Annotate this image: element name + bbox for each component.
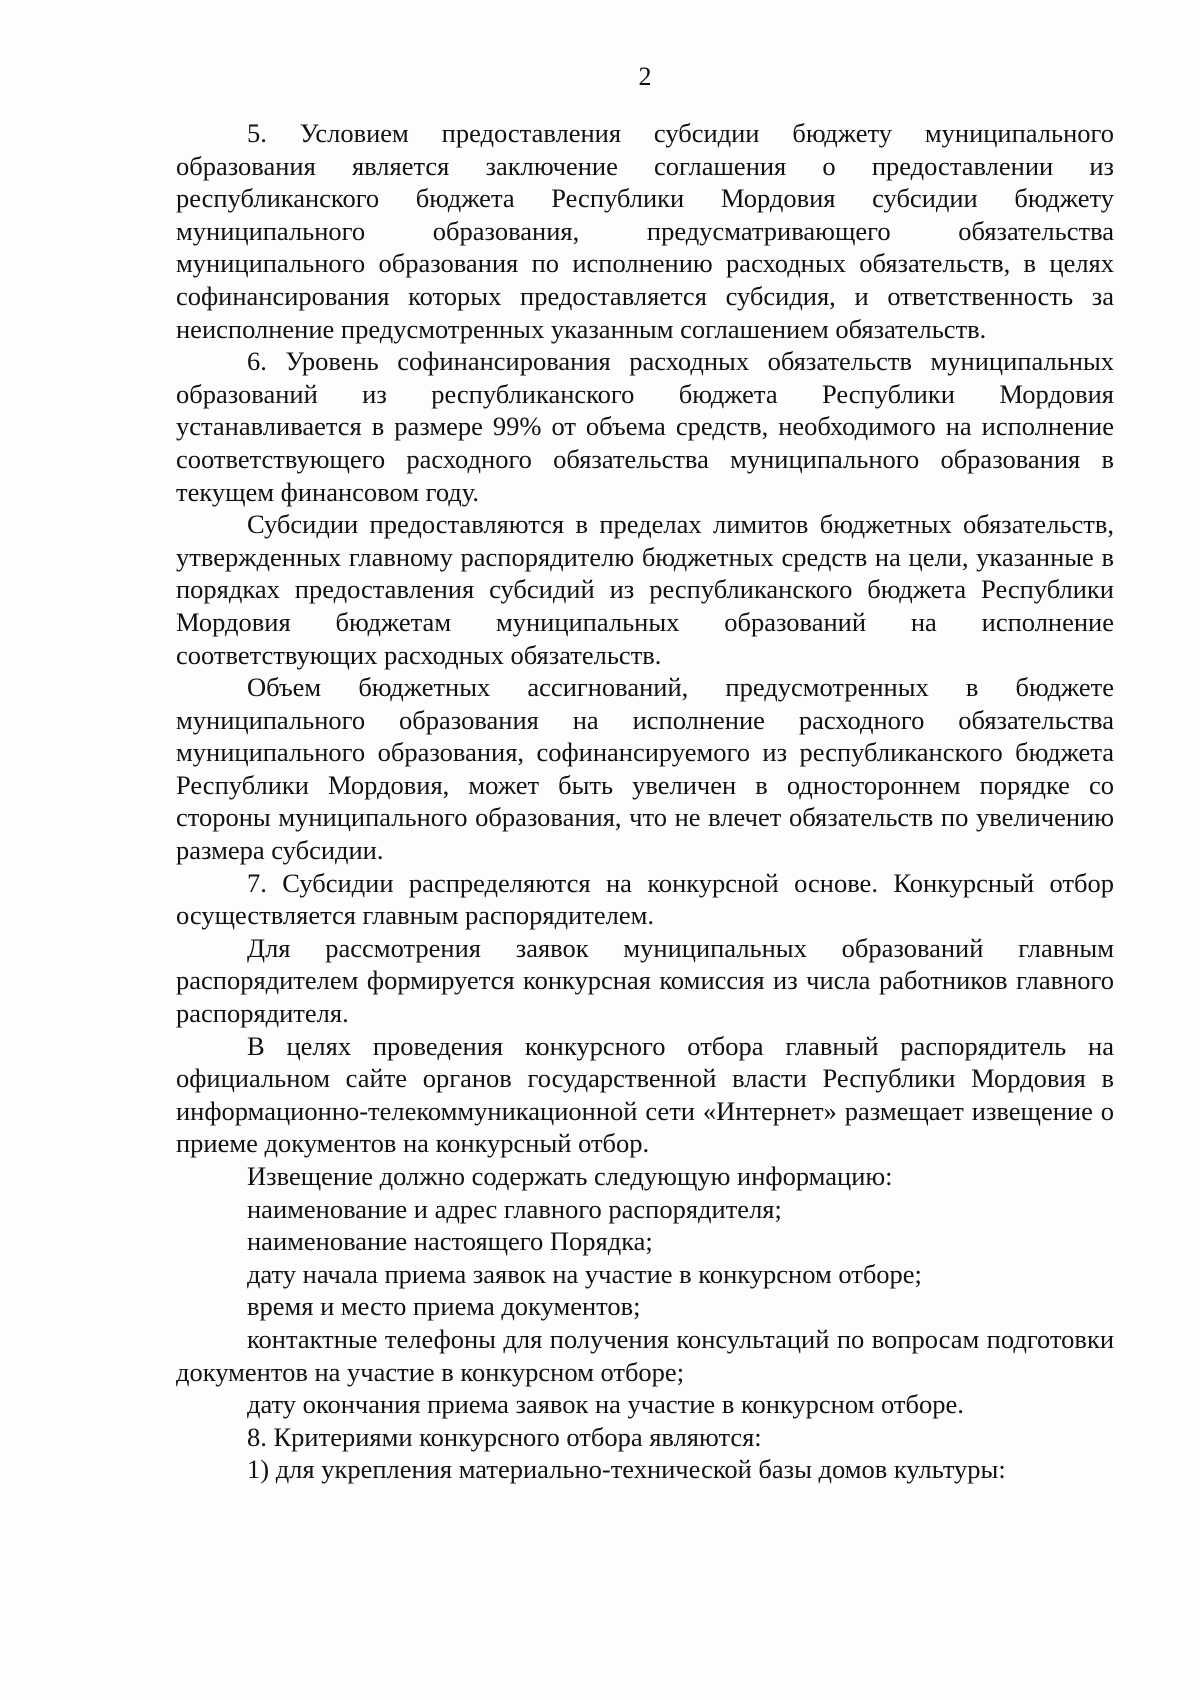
paragraph-budget-allocations: Объем бюджетных ассигнований, предусмотренных в бюджете муниципального образования на исполнение расходного обязательства муниципального образования, софинансируемого из республиканского бюджета Республики Мордовия, может быть увеличен в одностороннем порядке со стороны муниципального образования, что не влечет обязательств по увеличению размера субсидии.	[176, 672, 1114, 866]
paragraph-7-competition: 7. Субсидии распределяются на конкурсной основе. Конкурсный отбор осуществляется главным распорядителем.	[176, 867, 1114, 931]
paragraph-commission: Для рассмотрения заявок муниципальных образований главным распорядителем формируется конкурсная комиссия из числа работников главного распорядителя.	[176, 932, 1114, 1029]
paragraph-8-criteria: 8. Критериями конкурсного отбора являются:	[247, 1421, 762, 1452]
paragraph-notice-publication: В целях проведения конкурсного отбора главный распорядитель на официальном сайте органов государственной власти Республики Мордовия в информационно-телекоммуникационной сети «Интернет» размещает извещение о приеме документов на конкурсный отбор.	[176, 1030, 1114, 1159]
list-item-end-date: дату окончания приема заявок на участие в конкурсном отборе.	[247, 1389, 964, 1420]
paragraph-6-cofinancing-level: 6. Уровень софинансирования расходных обязательств муниципальных образований из республиканского бюджета Республики Мордовия устанавливается в размере 99% от объема средств, необходимого на исполнение соответствующего расходного обязательства муниципального образования в текущем финансовом году.	[176, 346, 1114, 507]
list-item-procedure-name: наименование настоящего Порядка;	[247, 1226, 653, 1257]
paragraph-subsidy-limits: Субсидии предоставляются в пределах лимитов бюджетных обязательств, утвержденных главному распорядителю бюджетных средств на цели, указанные в порядках предоставления субсидий из республиканского бюджета Республики Мордовия бюджетам муниципальных образований на исполнение соответствующих расходных обязательств.	[176, 509, 1114, 670]
paragraph-criteria-item-1: 1) для укрепления материально-технической базы домов культуры:	[247, 1454, 1006, 1485]
paragraph-notice-contents-intro: Извещение должно содержать следующую информацию:	[247, 1161, 893, 1191]
list-item-start-date: дату начала приема заявок на участие в конкурсном отборе;	[247, 1258, 922, 1289]
list-item-time-place: время и место приема документов;	[247, 1291, 641, 1322]
document-body	[176, 117, 1114, 1486]
page-number: 2	[638, 62, 652, 91]
list-item-contact-phones: контактные телефоны для получения консультаций по вопросам подготовки документов на участие в конкурсном отборе;	[176, 1323, 1114, 1387]
list-item-name-address: наименование и адрес главного распорядителя;	[247, 1193, 782, 1224]
paragraph-5-condition: 5. Условием предоставления субсидии бюджету муниципального образования является заключение соглашения о предоставлении из республиканского бюджета Республики Мордовия субсидии бюджету муниципального образования, предусматривающего обязательства муниципального образования по исполнению расходных обязательств, в целях софинансирования которых предоставляется субсидия, и ответственность за неисполнение предусмотренных указанным соглашением обязательств.	[176, 118, 1114, 344]
